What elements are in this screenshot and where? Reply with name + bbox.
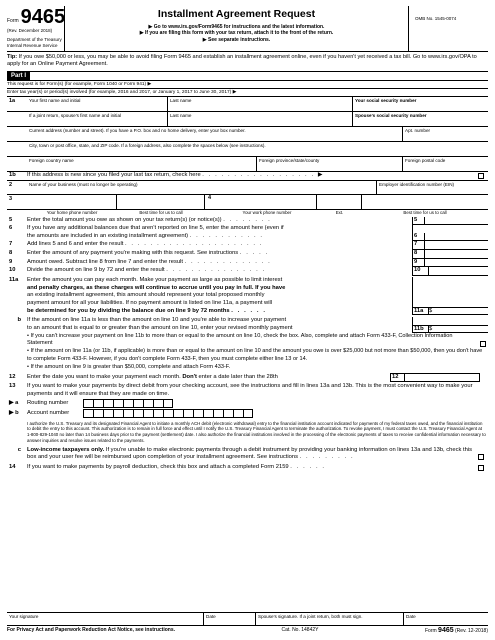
spouse-last-name-field[interactable]: Last name (167, 112, 352, 126)
service-name: Internal Revenue Service (7, 42, 58, 48)
line-11b-amount[interactable]: 11b $ (413, 325, 488, 333)
routing-number-row: ▶ a Routing number (7, 399, 488, 409)
authorization-text: I authorize the U.S. Treasury and its designated Financial Agent to initiate a monthly ACH debit (electronic withdrawal) entry to the financial institution account indicated for payments of my federal taxes owed, and the financial institution to debit the entry to this account. This authorization is to remain in full force and effect until I notify the U.S. Treasury Financial Agent to terminate the authorization. To revoke payment, I must contact the U.S. Treasury Financial Agent at 1-800-829-1040 no later than 14 business days prior to the payment (settlement) date. I also authorize the financial institutions involved in the processing of the electronic payments of taxes to receive confidential information necessary to answer inquiries and resolve issues related to the payments. (27, 420, 486, 443)
your-signature-date[interactable]: Date (203, 613, 255, 625)
tip-body: If you owe $50,000 or less, you may be able to avoid filing Form 9465 and establish an installment agreement online, even if you haven't yet received a tax bill. Go to www.irs.gov/OPA to apply for an Online Payment Agreement. (7, 54, 477, 68)
work-phone-field[interactable] (217, 195, 317, 209)
form-title-block (65, 6, 408, 51)
line-8-amount[interactable]: 8 (412, 250, 488, 259)
instruction-3: ▶ See separate instructions. (202, 37, 271, 44)
first-name-field[interactable]: Your first name and initial (29, 97, 81, 103)
city-state-zip-field[interactable]: City, town or post office, state, and ZIP code. If a foreign address, also complete the spaces below (see instructions). (29, 142, 266, 148)
line-1a-row (7, 97, 488, 112)
address-changed-checkbox[interactable] (478, 173, 484, 179)
catalog-number: Cat. No. 14842Y (281, 627, 319, 633)
department-name: Department of the Treasury (7, 37, 62, 43)
spouse-ssn-field[interactable]: Spouse's social security number (352, 112, 488, 126)
ext-field[interactable] (317, 195, 362, 209)
line-5: 5 Enter the total amount you owe as shown on your tax return(s) (or notice(s)) . . . . . . . . 5 (7, 217, 488, 226)
low-income-checkbox[interactable] (478, 454, 484, 460)
line-11a-amount[interactable]: 11a $ (413, 307, 488, 315)
line-4-number: 4 (208, 194, 212, 201)
line-6: 6 If you have any additional balances due that aren't reported on line 5, enter the amount here (even if (7, 225, 488, 233)
form-header (7, 6, 488, 52)
line-9-amount[interactable]: 9 (412, 259, 488, 268)
routing-number-label: Routing number (27, 400, 69, 407)
line-1b-text: If this address is new since you filed your last tax return, check here . . . . . . . . . . . . . . . . . . ▶ (27, 171, 324, 178)
line-11b: b If the amount on line 11a is less than the amount on line 10 and you're able to increase your payment to an amount that is equal to or greater than the amount on line 10, enter your revised monthly payment 11b $ (7, 317, 488, 332)
account-number-label: Account number (27, 410, 70, 417)
work-best-time-field[interactable] (362, 195, 488, 209)
address-field[interactable]: Current address (number and street). If you have a P.O. box and no home delivery, enter your box number. (29, 127, 246, 133)
line-14: 14 If you want to make payments by payroll deduction, check this box and attach a completed Form 2159 . . . . . . (7, 464, 488, 472)
line-6-cont: the amounts are included in an existing installment agreement) . . . . . . . . . . . . 6 (7, 233, 488, 242)
cannot-increase-checkbox[interactable] (480, 341, 486, 347)
home-phone-field[interactable] (27, 195, 117, 209)
account-number-field[interactable] (83, 409, 253, 418)
home-best-time-field[interactable] (117, 195, 205, 209)
bullet-433f-checkbox: • If you can't increase your payment on line 11b to more than or equal to the amount on line 10, check the box. Also, complete and attach Form 433-F, Collection Information Statement (7, 333, 488, 348)
tip-text (7, 52, 488, 72)
form-revision: (Rev. December 2018) (7, 28, 53, 33)
routing-number-field[interactable] (83, 399, 173, 408)
line-13c: c Low-income taxpayers only. If you're unable to make electronic payments through a debit instrument by providing your banking information on lines 13a and 13b, check this box and your user fee will be reimbursed upon completion of your installment agreement. See instructions . . . . . . . . . (7, 447, 488, 462)
instruction-1: ▶ Go to www.irs.gov/Form9465 for instructions and the latest information. (148, 23, 325, 30)
line-13: 13 If you want to make your payments by direct debit from your checking account, see the instructions and fill in lines 13a and 13b. This is the most convenient way to make your payments and it will ensure that they are made on time. (9, 383, 473, 398)
omb-number: OMB No. 1545-0074 (408, 6, 488, 51)
payroll-deduction-checkbox[interactable] (478, 465, 484, 471)
account-number-row: ▶ b Account number (7, 409, 488, 419)
bullet-25000: • If the amount on line 11a (or 11b, if applicable) is more than or equal to the amount on line 10 and the amount you owe is over $25,000 but not more than $50,000, then you don't have to complete Form 433-F. However, if you don't complete Form 433-F, then you must complete either line 13 or 14. (27, 348, 483, 362)
line-10-amount[interactable]: 10 (412, 267, 488, 276)
form-id-block (7, 6, 65, 51)
address-row (7, 127, 488, 142)
spouse-row (7, 112, 488, 127)
foreign-address-row (7, 157, 488, 172)
your-signature-field[interactable]: Your signature (9, 614, 39, 619)
spouse-signature-date[interactable]: Date (403, 613, 488, 625)
tip-label: Tip: (7, 54, 18, 60)
spouse-first-name-field[interactable]: If a joint return, spouse's first name and initial (29, 112, 122, 118)
footer (7, 627, 488, 635)
line-8: 8 Enter the amount of any payment you're making with this request. See instructions . . . . . 8 (7, 250, 488, 259)
department (7, 37, 64, 47)
privacy-notice: For Privacy Act and Paperwork Reduction Act Notice, see instructions. (7, 627, 176, 633)
line-6-amount[interactable]: 6 (412, 233, 488, 242)
bullet-50000: • If the amount on line 9 is greater than $50,000, complete and attach Form 433-F. (27, 364, 231, 370)
line-2-row (7, 181, 488, 195)
line-9: 9 Amount owed. Subtract line 8 from line 7 and enter the result . . . . . . . . . . . . . . 9 (7, 259, 488, 268)
line-1a-number: 1a (9, 97, 16, 104)
line-7: 7 Add lines 5 and 6 and enter the result . . . . . . . . . . . . . . . . . . . . . . 7 (7, 241, 488, 250)
part-1-heading (7, 72, 488, 81)
line-7-amount[interactable]: 7 (412, 241, 488, 250)
payment-day-field[interactable]: 12 (390, 373, 480, 382)
apt-number-field[interactable]: Apt. number (402, 127, 488, 141)
line-10: 10 Divide the amount on line 9 by 72 and enter the result . . . . . . . . . . . . . . . . 10 (7, 267, 488, 276)
spouse-signature-field[interactable]: Spouse's signature. If a joint return, both must sign. (255, 613, 403, 625)
form-number: 9465 (20, 6, 66, 28)
footer-form-id: Form 9465 (Rev. 12-2018) (424, 627, 488, 634)
phone-row (7, 195, 488, 210)
line-3-number: 3 (9, 195, 13, 202)
foreign-province-field[interactable]: Foreign province/state/county (256, 157, 402, 171)
form-word: Form (7, 18, 19, 24)
form-title: Installment Agreement Request (157, 8, 316, 20)
line-5-amount[interactable]: 5 (412, 217, 488, 226)
business-name-field[interactable]: Name of your business (must no longer be operating) (29, 181, 138, 187)
request-for-field[interactable]: This request is for Form(s) (for example, Form 1040 or Form 941) ▶ (7, 81, 488, 89)
line-2-number: 2 (9, 181, 13, 188)
last-name-field[interactable]: Last name (167, 97, 352, 111)
tax-years-field[interactable]: Enter tax year(s) or period(s) involved (for example, 2016 and 2017, or January 1, 2017 to June 30, 2017) ▶ (7, 89, 488, 97)
line-1b-number: 1b (9, 171, 16, 178)
signature-row (7, 612, 488, 626)
foreign-country-field[interactable]: Foreign country name (29, 157, 74, 163)
line-11a: 11a Enter the amount you can pay each month. Make your payment as large as possible to limit interest and penalty charges, as these charges will continue to accrue until you pay in full. If you have an existing installment agreement, this amount should represent your total proposed monthly payment amount for all your liabilities. If no payment amount is listed on line 11a, a payment will be determined for you by dividing the balance due on line 9 by 72 months . . . . . . 11a $ (7, 277, 488, 315)
line-12: 12 Enter the date you want to make your payment each month. Don't enter a date later than the 28th 12 (7, 373, 488, 382)
instruction-2: ▶ If you are filing this form with your tax return, attach it to the front of the return. (139, 30, 334, 37)
ein-field[interactable]: Employer identification number (EIN) (376, 181, 488, 194)
ssn-field[interactable]: Your social security number (352, 97, 488, 111)
phone-labels: Your home phone number Best time for us to call Your work phone number Ext. Best time for us to call (46, 209, 447, 215)
foreign-postal-code-field[interactable]: Foreign postal code (402, 157, 488, 171)
city-row (7, 142, 488, 157)
line-1b (7, 172, 488, 181)
part-1-label: Part I (7, 72, 30, 80)
